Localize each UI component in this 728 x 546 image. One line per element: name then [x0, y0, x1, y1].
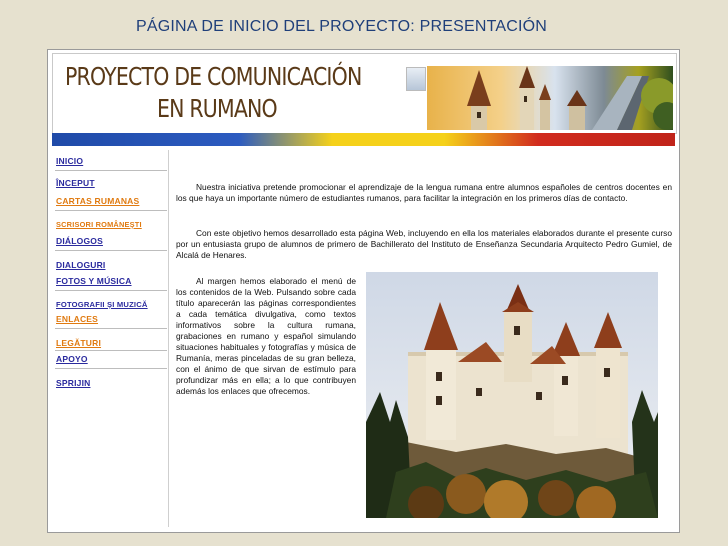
sidebar-menu [52, 150, 169, 527]
nav-item-dialoguri[interactable]: DIALOGURI [56, 260, 106, 270]
slide-title: PÁGINA DE INICIO DEL PROYECTO: PRESENTACIÓN [136, 18, 548, 35]
nav-item-enlaces[interactable]: ENLACES [56, 314, 99, 324]
nav-item-apoyo[interactable]: APOYO [56, 354, 88, 364]
nav-item-sprijin[interactable]: SPRIJIN [56, 378, 91, 388]
nav-item-scrisori-romanesti[interactable]: SCRISORI ROMÂNEŞTI [56, 220, 142, 229]
nav-divider [55, 328, 167, 329]
tricolor-stripe [52, 133, 675, 146]
nav-item-fotos-musica[interactable]: FOTOS Y MÚSICA [56, 276, 132, 286]
bran-castle-photo [366, 272, 658, 518]
nav-divider [55, 170, 167, 171]
nav-divider [55, 368, 167, 369]
nav-item-legaturi[interactable]: LEGĂTURI [56, 338, 102, 348]
intro-paragraph: Nuestra iniciativa pretende promocionar el aprendizaje de la lengua rumana entre alumnos españoles de centros docentes en los que haya un importante número de estudiantes rumanos, para facilitar la integración en los primeros días de contacto. [176, 182, 672, 203]
header-banner [52, 53, 677, 134]
castle-towers-photo [427, 66, 673, 130]
nav-divider [55, 210, 167, 211]
nav-divider [55, 350, 167, 351]
objective-paragraph: Con este objetivo hemos desarrollado esta página Web, incluyendo en ella los materiales elaborados durante el presente curso por un entusiasta grupo de alumnos de primero de Bachillerato del Instituto de Enseñanza Secundaria Arquitecto Pedro Gumiel, de Alcalá de Henares. [176, 228, 672, 260]
nav-item-inicio[interactable]: INICIO [56, 156, 84, 166]
banner-title-line1: PROYECTO DE COMUNICACIÓN [65, 62, 362, 91]
banner-title-line2: EN RUMANO [157, 94, 277, 123]
menu-description-paragraph: Al margen hemos elaborado el menú de los contenidos de la Web. Pulsando sobre cada título aparecerán las páginas correspondientes a cada temática divulgativa, como textos informativos sobre la cultura rumana, grabaciones en rumano y español simulando situaciones habituales y fotografías y música de Rumanía, meras pinceladas de su gran belleza, con el ánimo de que sirvan de estímulo para profundizar más en ella; a lo que contribuyen además los enlaces que ofrecemos. [176, 276, 356, 396]
banner-title [61, 60, 431, 128]
nav-item-dialogos[interactable]: DIÁLOGOS [56, 236, 103, 246]
banner-thumbnail [406, 67, 426, 91]
nav-item-inceput[interactable]: ÎNCEPUT [56, 178, 95, 188]
nav-divider [55, 250, 167, 251]
nav-divider [55, 290, 167, 291]
nav-item-fotografii-muzica[interactable]: FOTOGRAFII ŞI MUZICĂ [56, 300, 148, 309]
nav-item-cartas-rumanas[interactable]: CARTAS RUMANAS [56, 196, 140, 206]
